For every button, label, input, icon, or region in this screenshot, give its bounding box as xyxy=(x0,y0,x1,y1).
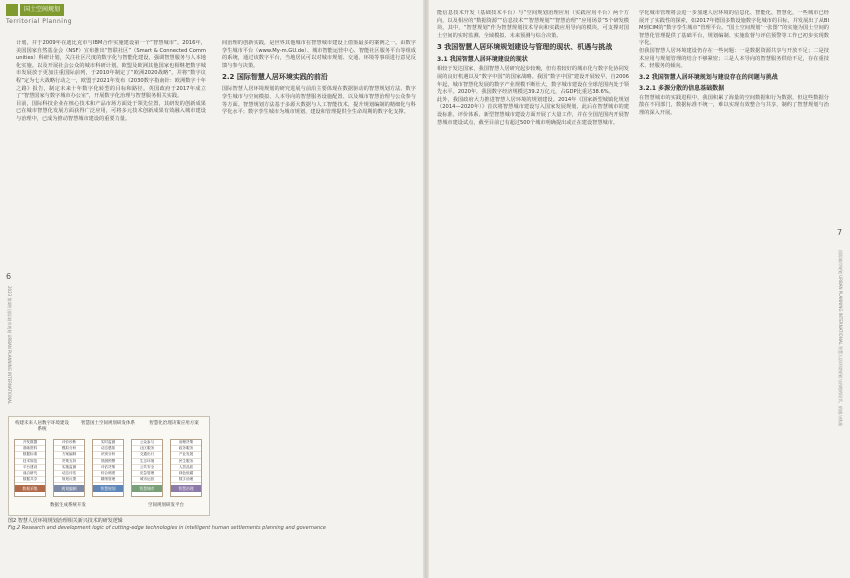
figure-item: 模拟分析 xyxy=(54,446,84,452)
figure-footer-right: 空间规划研发平台 xyxy=(148,503,184,508)
figure-item: 数字治理 xyxy=(171,477,201,483)
figure-item: 公众参与 xyxy=(132,440,162,446)
figure-item: 城市运营 xyxy=(132,477,162,483)
figure-item: 规划反馈 xyxy=(54,477,84,483)
left-column-2 xyxy=(222,40,416,524)
section-heading: 3 我国智慧人居环境规划建设与管理的现状、机遇与挑战 xyxy=(437,43,613,52)
logo-english: Territorial Planning xyxy=(6,18,73,25)
figure-item: 动态感知 xyxy=(93,446,123,452)
paragraph: 但我国智慧人居环境建设仍存在一些问题：一是数据资源共享与开放不足；二是技术应用与规划管理的结合不够紧密；三是人本导向的智慧服务供给不足，存在重技术、轻服务的倾向。 xyxy=(639,47,829,70)
figure-item: 人居品质 xyxy=(171,465,201,471)
figure-item: 基础资料 xyxy=(15,446,45,452)
figure-item: 预测预警 xyxy=(93,459,123,465)
caption-chinese: 图2 智慧人居环境规划治理相关新兴技术的研发逻辑 xyxy=(8,518,123,524)
figure-header-3: 智慧化治理决策应用方案 xyxy=(149,421,199,426)
paragraph: 此外，我国政府大力推进智慧人居环境的规划建设。2014年《国家新型城镇化规划（2014—2020年）》首次将智慧城市建设写入国家发展规划，此后在智慧城市的建设标准、评价体系、新型智慧城市建设方面开展了大量工作，并在全国范围内开展智慧城市建设试点，截至目前已有超过500个城市明确提出或正在建设智慧城市。 xyxy=(437,96,629,126)
page-number-right: 7 xyxy=(837,228,843,237)
paragraph: 计划，并于2009年在迪比克市与IBM合作实施建设第一个“智慧城市”。2016年，美国国家自然基金会（NSF）宣布推出“智联社区”（Smart & Connected Communities）科研计划，关注社区尺度的数字化与智能化建设，强调智慧服务与人本地化实施。以及开展社会公众的城市科研计划。欧盟及欧洲其他国家也相继把数字城市发展放于更加注重国际前列，于2010年制定了“欧洲2020战略”，并将“数字议程”定为七大战略行动之一，欧盟于2021年发布《2030数字指南针：欧洲数字十年之路》报告，制定未来十年数字化转型的目标和路径。英国政府于2017年成立了“智慧国家与数字城市办公室”，开展数字化治理与智慧服务相关实践。 xyxy=(16,40,206,100)
figure-item: 决策支持 xyxy=(54,459,84,465)
figure-item: 动态评估 xyxy=(54,471,84,477)
left-column-1 xyxy=(16,40,206,412)
figure-bottom-label: 智慧城市 xyxy=(132,485,162,492)
subsubsection-heading: 3.2.1 多源分散的信息基础数据 xyxy=(639,84,725,92)
logo-square-icon xyxy=(6,4,18,16)
figure-2 xyxy=(8,416,210,516)
figure-item: 前沿研究 xyxy=(15,471,45,477)
figure-bottom-label: 规划编制 xyxy=(54,485,84,492)
right-column-2 xyxy=(639,10,829,566)
figure-item: 生态环境 xyxy=(132,459,162,465)
paragraph: 能信息技术开发（基础技术平台）与“空间规划治理应用（实践应用平台）两个方向，以及相应的“数据资源”“信息技术”“智慧规划”“智慧治理”“应用场景”5个研发模块。其中，“智慧规划”作为智慧规划技术导向和实践应用导向的模块，可支撑对国土空间的实时监测、全域模拟、未来预测与综合决策。 xyxy=(437,10,629,39)
figure-item: 数据标准 xyxy=(15,452,45,458)
figure-header-1: 构建未来人居数字环境建设系统 xyxy=(15,421,69,432)
figure-item: 评价诊断 xyxy=(54,440,84,446)
figure-item: 绿色低碳 xyxy=(171,471,201,477)
right-page xyxy=(429,0,850,578)
paragraph: 目前，国际科技企业在核心技术和产品市场方面处于领先位置，其研发的创新成果已在城市智慧化发展方面获得广泛应用，可将多元技术创新成果有效融入城市建设与治理中，已成为推动智慧城市建设的重要力量。 xyxy=(16,100,206,122)
figure-item: 综合调度 xyxy=(93,471,123,477)
figure-item: 交通出行 xyxy=(132,452,162,458)
vertical-running-head-right: 国际城市规划 URBAN PLANNING INTERNATIONAL 智慧人居环境规划与治理的现状、机遇与挑战 xyxy=(838,250,843,427)
figure-item: 实时监测 xyxy=(93,440,123,446)
paragraph: 间治理的创新实践，是世界其他城市在智慧城市建设上借鉴最多的案例之一。由数字孪生城市平台（www.My-m.GU.de）、城市智能运营中心、智能社区服务平台等组成的系统，通过该数字平台，当地居民可以对城市规划、交通、环境等事项进行意见反馈与参与决策。 xyxy=(222,40,416,69)
paragraph: 国际智慧人居环境规划的研究进展与前沿主要体现在数据驱动的智慧规划方法、数字孪生城市与空间模拟、人本导向的智慧服务设施配置、以及城市智慧治理与公众参与等方面。智慧规划方法基于多源大数据与人工智能技术，提升规划编制的精细化与科学化水平；数字孪生城市为城市规划、建设和管理提供全生命周期的数字化支撑。 xyxy=(222,86,416,116)
vertical-running-head-left: 2023 第4期 国际城市规划 URBAN PLANNING INTERNATIONAL xyxy=(7,286,12,405)
left-page xyxy=(0,0,423,578)
figure-item: 实施监测 xyxy=(54,465,84,471)
right-column-1 xyxy=(437,10,629,566)
section-heading: 2.2 国际智慧人居环境实践的前沿 xyxy=(222,73,328,82)
figure-bottom-label: 智慧治理 xyxy=(171,485,201,492)
logo-text: 国土空间规划 xyxy=(20,4,64,16)
figure-item: 方案编制 xyxy=(54,452,84,458)
figure-item: 产业发展 xyxy=(171,452,201,458)
subsection-heading: 3.1 我国智慧人居环境建设的现状 xyxy=(437,56,528,64)
paragraph: 相较于发达国家，我国智慧人居研究起步较晚，但有着较好的城市化与数字化协同发展的良好机遇以及“数字中国”的国家战略。我国“数字中国”建设开展较早，自2006年起，城市智慧化发展的数字产业规模不断壮大，数字城市建设在全球范围内处于领先水平。2020年，我国数字经济规模达39.2万亿元，占GDP比重达38.6%。 xyxy=(437,66,629,96)
journal-logo xyxy=(6,4,76,30)
paragraph: 学化城市管理将会进一步加速人居环境的信息化、智能化。智慧化，一些城市已经展开了实践性的探索，如2017年德国多数设施数字化城市的目标，并发展出了从BIM到CIM的“数字孪生城市”管理平台。“国土空间规划‘一张图’”的实施为国土空间的智慧化管理提供了基础平台，规划编制、实施监督与评估预警等工作已初步实现数字化。 xyxy=(639,10,829,47)
figure-item: 应急管理 xyxy=(132,471,162,477)
figure-item: 开发数据 xyxy=(15,440,45,446)
figure-footer-left: 数据生成系统开发 xyxy=(50,503,86,508)
figure-item: 治理决策 xyxy=(171,440,201,446)
figure-item: 精细管理 xyxy=(93,477,123,483)
figure-item: 政务服务 xyxy=(171,446,201,452)
figure-item: 评估决策 xyxy=(93,465,123,471)
figure-caption xyxy=(8,518,418,532)
page-number-left: 6 xyxy=(6,272,12,281)
figure-item: 技术规范 xyxy=(15,459,45,465)
figure-item: 社区服务 xyxy=(132,446,162,452)
figure-bottom-label: 智慧规划 xyxy=(93,485,123,492)
subsection-heading: 3.2 我国智慧人居环境规划与建设存在的问题与挑战 xyxy=(639,73,778,81)
figure-item: 平台建设 xyxy=(15,465,45,471)
figure-header-2: 智慧国土空间规划研发体系 xyxy=(81,421,135,426)
figure-item: 民生服务 xyxy=(171,459,201,465)
figure-item: 公共安全 xyxy=(132,465,162,471)
figure-item: 数据共享 xyxy=(15,477,45,483)
figure-bottom-label: 数据采集 xyxy=(15,485,45,492)
caption-english: Fig.2 Research and development logic of cutting-edge technologies in intelligent human settlements planning and governance xyxy=(8,525,326,531)
paragraph: 在智慧城市的实践进程中，我国积累了海量的空间数据和行为数据，但这些数据分散在不同部门，数据标准不统一，难以实现有效整合与共享，制约了智慧规划与治理的深入开展。 xyxy=(639,94,829,116)
figure-item: 识别分析 xyxy=(93,452,123,458)
